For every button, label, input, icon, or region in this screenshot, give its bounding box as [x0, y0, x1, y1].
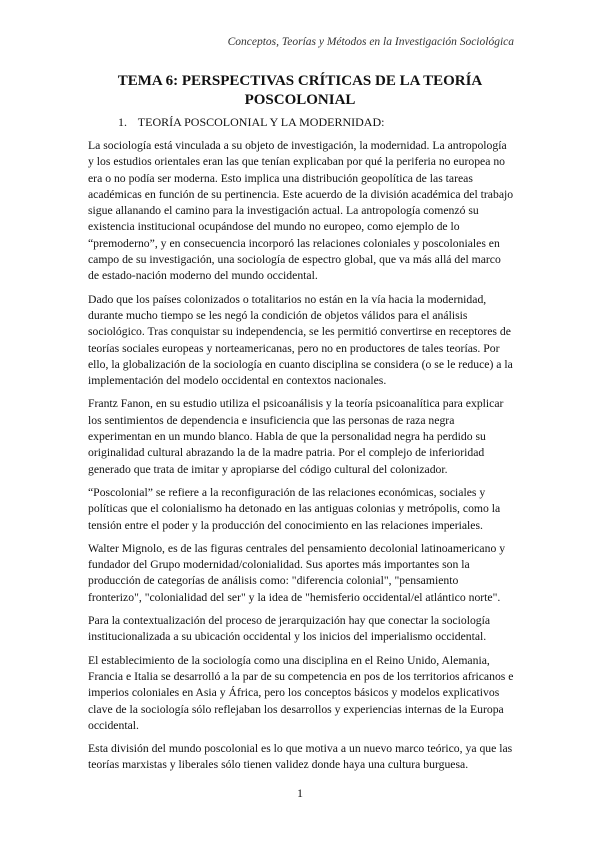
title-line-1: TEMA 6: PERSPECTIVAS CRÍTICAS DE LA TEORÍA [117, 73, 483, 89]
title-line-2: POSCOLONIAL [244, 92, 356, 108]
body-text [88, 138, 514, 781]
section-heading-text: TEORÍA POSCOLONIAL Y LA MODERNIDAD: [137, 115, 385, 129]
paragraph: Dado que los países colonizados o totalitarios no están en la vía hacia la modernidad, durante mucho tiempo se les negó la condición de objetos válidos para el análisis sociológico. Tras conquistar su independencia, se les permitió convertirse en receptores de teorías sociales europeas y norteamericanas, pero no en productores de tales teorías. Por ello, la globalización de la sociología en cuanto disciplina se considera (o se le reduce) a la implementación del modelo occidental en contextos nacionales. [88, 292, 513, 388]
paragraph: El establecimiento de la sociología como una disciplina en el Reino Unido, Alemania, Francia e Italia se desarrolló a la par de su competencia en pos de los territorios africanos e imperios coloniales en Asia y África, pero los conceptos básicos y modelos explicativos clave de la sociología sólo reflejaban los desarrollos y experiencias internas de la Europa occidental. [88, 653, 514, 732]
section-number: 1. [118, 115, 127, 129]
section-heading [118, 115, 384, 130]
paragraph: Frantz Fanon, en su estudio utiliza el psicoanálisis y la teoría psicoanalítica para explicar los sentimientos de dependencia e insuficiencia que las personas de raza negra experimentan en un mundo blanco. Habla de que la personalidad negra ha perdido su originalidad cultural abrazando la de la madre patria. Por el complejo de inferioridad generado que trata de imitar y apropiarse del código cultural del colonizador. [88, 397, 504, 476]
page-number: 1 [297, 786, 303, 800]
running-header: Conceptos, Teorías y Métodos en la Investigación Sociológica [227, 36, 514, 48]
paragraph: “Poscolonial” se refiere a la reconfiguración de las relaciones económicas, sociales y políticas que el colonialismo ha detonado en las antiguas colonias y metrópolis, como la tensión entre el poder y la producción del conocimiento en las relaciones imperiales. [88, 485, 501, 532]
paragraph: La sociología está vinculada a su objeto de investigación, la modernidad. La antropología y los estudios orientales eran las que tenían explicaban por qué la periferia no europea no era o no podía ser moderna. Esto implica una distribución geopolítica de las tareas académicas en función de su pertinencia. Este acuerdo de la división académica del trabajo sigue allanando el camino para la investigación actual. La antropología comenzó su existencia institucional ocupándose del mundo no europeo, como ejemplo de lo “premoderno”, y en consecuencia incorporó las relaciones coloniales y poscoloniales en campo de su investigación, una sociología de espectro global, que va más allá del marco de estado-nación moderno del mundo occidental. [88, 139, 514, 283]
paragraph: Para la contextualización del proceso de jerarquización hay que conectar la sociología institucionalizada a su ubicación occidental y los inicios del imperialismo occidental. [88, 614, 491, 644]
paragraph: Esta división del mundo poscolonial es lo que motiva a un nuevo marco teórico, ya que las teorías marxistas y liberales sólo tienen validez donde haya una cultura burguesa. [88, 742, 513, 772]
page-title [88, 72, 512, 110]
paragraph: Walter Mignolo, es de las figuras centrales del pensamiento decolonial latinoamericano y fundador del Grupo modernidad/colonialidad. Sus aportes más importantes son la producción de categorías de análisis como: "diferencia colonial", "pensamiento fronterizo", "colonialidad del ser" y la idea de "hemisferio occidental/el atlántico norte". [88, 541, 506, 604]
